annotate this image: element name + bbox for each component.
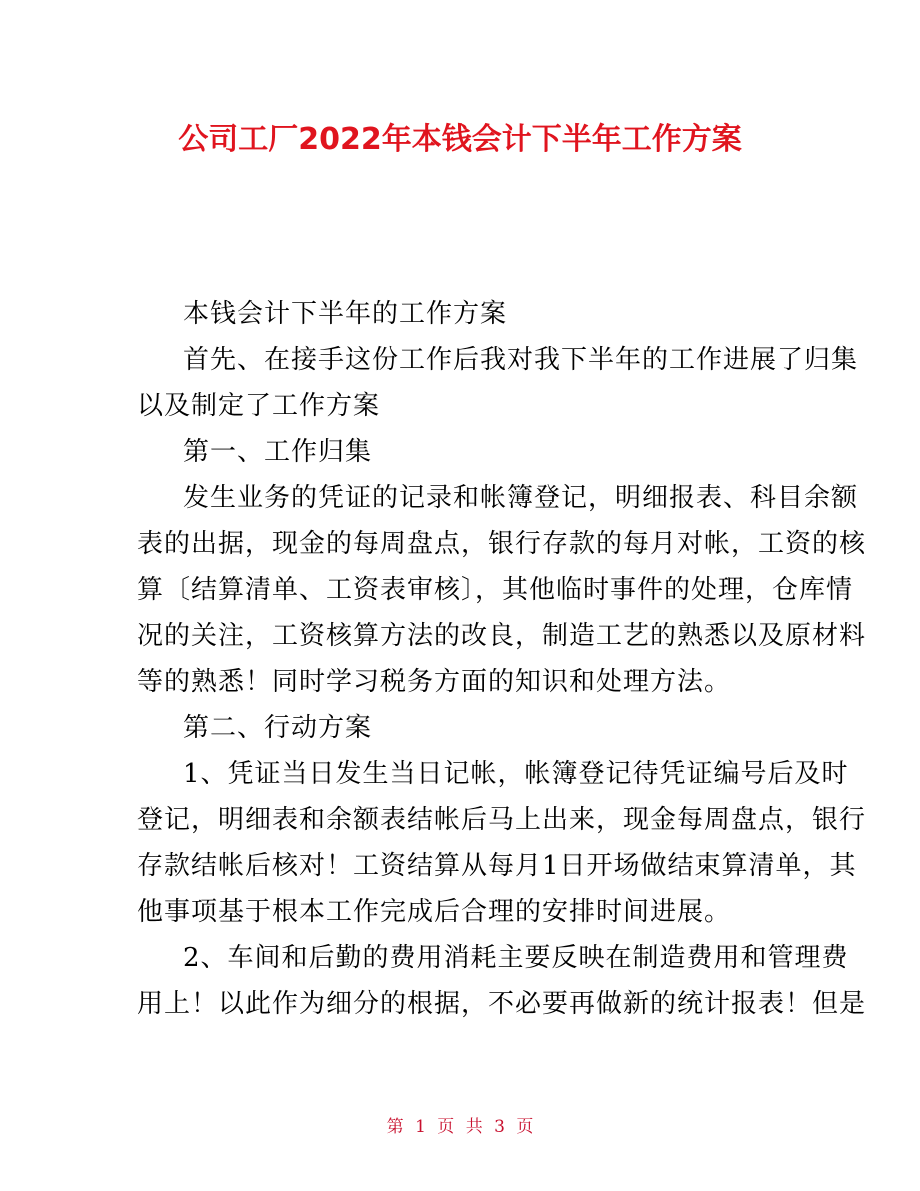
text-line: 2、车间和后勤的费用消耗主要反映在制造费用和管理费 [183, 943, 849, 973]
text-line: 用上！以此作为细分的根据，不必要再做新的统计报表！但是 [137, 989, 867, 1019]
paragraph [137, 429, 787, 475]
text-line: 第二、行动方案 [183, 713, 373, 743]
text-line: 等的熟悉！同时学习税务方面的知识和处理方法。 [137, 667, 732, 697]
text-line: 发生业务的凭证的记录和帐簿登记，明细报表、科目余额 [183, 483, 859, 513]
text-line: 本钱会计下半年的工作方案 [183, 299, 508, 329]
document-title: 公司工厂2022年本钱会计下半年工作方案 [178, 122, 742, 157]
text-line: 登记，明细表和余额表结帐后马上出来，现金每周盘点，银行 [137, 805, 867, 835]
text-line: 表的出据，现金的每周盘点，银行存款的每月对帐，工资的核 [137, 529, 867, 559]
paragraph [137, 935, 867, 1027]
paragraph [137, 475, 867, 705]
text-line: 第一、工作归集 [183, 437, 373, 467]
text-line: 况的关注，工资核算方法的改良，制造工艺的熟悉以及原材料 [137, 621, 867, 651]
document-body [137, 291, 867, 1027]
paragraph [137, 751, 867, 935]
paragraph [137, 291, 787, 337]
paragraph [137, 337, 859, 429]
paragraph [137, 705, 787, 751]
text-line: 1、凭证当日发生当日记帐，帐簿登记待凭证编号后及时 [183, 759, 849, 789]
text-line: 存款结帐后核对！工资结算从每月1日开场做结束算清单，其 [137, 851, 857, 881]
text-line: 算〔结算清单、工资表审核〕，其他临时事件的处理，仓库情 [137, 575, 854, 605]
text-line: 首先、在接手这份工作后我对我下半年的工作进展了归集 [183, 345, 859, 375]
page-number-footer: 第 1 页 共 3 页 [386, 1117, 534, 1137]
text-line: 他事项基于根本工作完成后合理的安排时间进展。 [137, 897, 732, 927]
text-line: 以及制定了工作方案 [137, 391, 381, 421]
